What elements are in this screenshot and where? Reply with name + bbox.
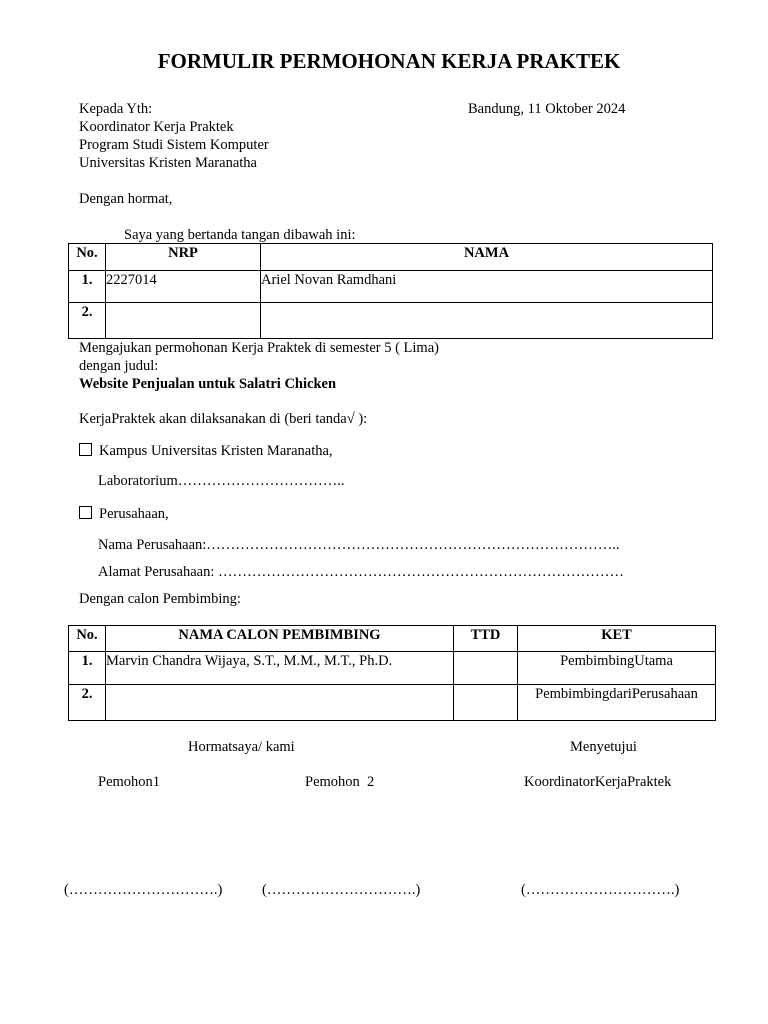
place-date: Bandung, 11 Oktober 2024 [468,101,626,117]
company-checkbox[interactable] [79,506,92,519]
nrp-cell [106,303,261,339]
header-no: No. [69,244,106,271]
form-title: FORMULIR PERMOHONAN KERJA PRAKTEK [157,49,621,73]
ket-cell: PembimbingUtama [518,652,716,685]
supervisor-prompt: Dengan calon Pembimbing: [79,591,241,607]
table-row [69,685,716,721]
recipient-salutation: Kepada Yth: [79,101,153,117]
coordinator-label: KoordinatorKerjaPraktek [524,774,672,790]
applicant-2-label: Pemohon 2 [305,774,375,790]
supervisor-table [68,625,716,721]
request-line-2: dengan judul: [79,358,159,374]
table-row [69,303,713,339]
signature-blank-applicant-2: (………………………….) [262,882,421,898]
header-supervisor-name: NAMA CALON PEMBIMBING [106,626,454,652]
option-campus-label: Kampus Universitas Kristen Maranatha, [99,443,333,459]
students-table [68,243,713,339]
recipient-line-2: Program Studi Sistem Komputer [79,137,269,153]
nama-cell [261,303,713,339]
approve-text: Menyetujui [570,739,637,755]
signature-blank-applicant-1: (………………………….) [64,882,223,898]
location-prompt: KerjaPraktek akan dilaksanakan di (beri tanda√ ): [79,411,368,427]
recipient-line-3: Universitas Kristen Maranatha [79,155,257,171]
project-title: Website Penjualan untuk Salatri Chicken [79,376,337,392]
header-nrp: NRP [106,244,261,271]
row-number: 1. [69,271,106,303]
intro-text: Saya yang bertanda tangan dibawah ini: [124,227,356,243]
header-nama: NAMA [261,244,713,271]
request-line-1: Mengajukan permohonan Kerja Praktek di semester 5 ( Lima) [79,340,439,356]
applicant-1-label: Pemohon1 [98,774,161,790]
header-ket: KET [518,626,716,652]
company-address-line: Alamat Perusahaan: ………………………………………………………………………… [98,564,624,580]
ket-cell: PembimbingdariPerusahaan [518,685,716,721]
greeting: Dengan hormat, [79,191,173,207]
recipient-line-1: Koordinator Kerja Praktek [79,119,234,135]
regards-text: Hormatsaya/ kami [188,739,295,755]
signature-blank-coordinator: (………………………….) [521,882,680,898]
ttd-cell [454,685,518,721]
nrp-cell: 2227014 [106,271,261,303]
laboratory-line: Laboratorium…………………………….. [98,473,345,489]
campus-checkbox[interactable] [79,443,92,456]
company-name-line: Nama Perusahaan:………………………………………………………………………….. [98,537,620,553]
header-no: No. [69,626,106,652]
option-campus[interactable] [79,442,333,460]
table-row [69,652,716,685]
row-number: 2. [69,685,106,721]
option-company-label: Perusahaan, [99,506,169,522]
nama-cell: Ariel Novan Ramdhani [261,271,713,303]
supervisor-name-cell: Marvin Chandra Wijaya, S.T., M.M., M.T., Ph.D. [106,652,454,685]
table-row [69,271,713,303]
row-number: 2. [69,303,106,339]
option-company[interactable] [79,505,169,523]
supervisor-header-row [69,626,716,652]
row-number: 1. [69,652,106,685]
header-ttd: TTD [454,626,518,652]
students-header-row [69,244,713,271]
ttd-cell [454,652,518,685]
supervisor-name-cell [106,685,454,721]
